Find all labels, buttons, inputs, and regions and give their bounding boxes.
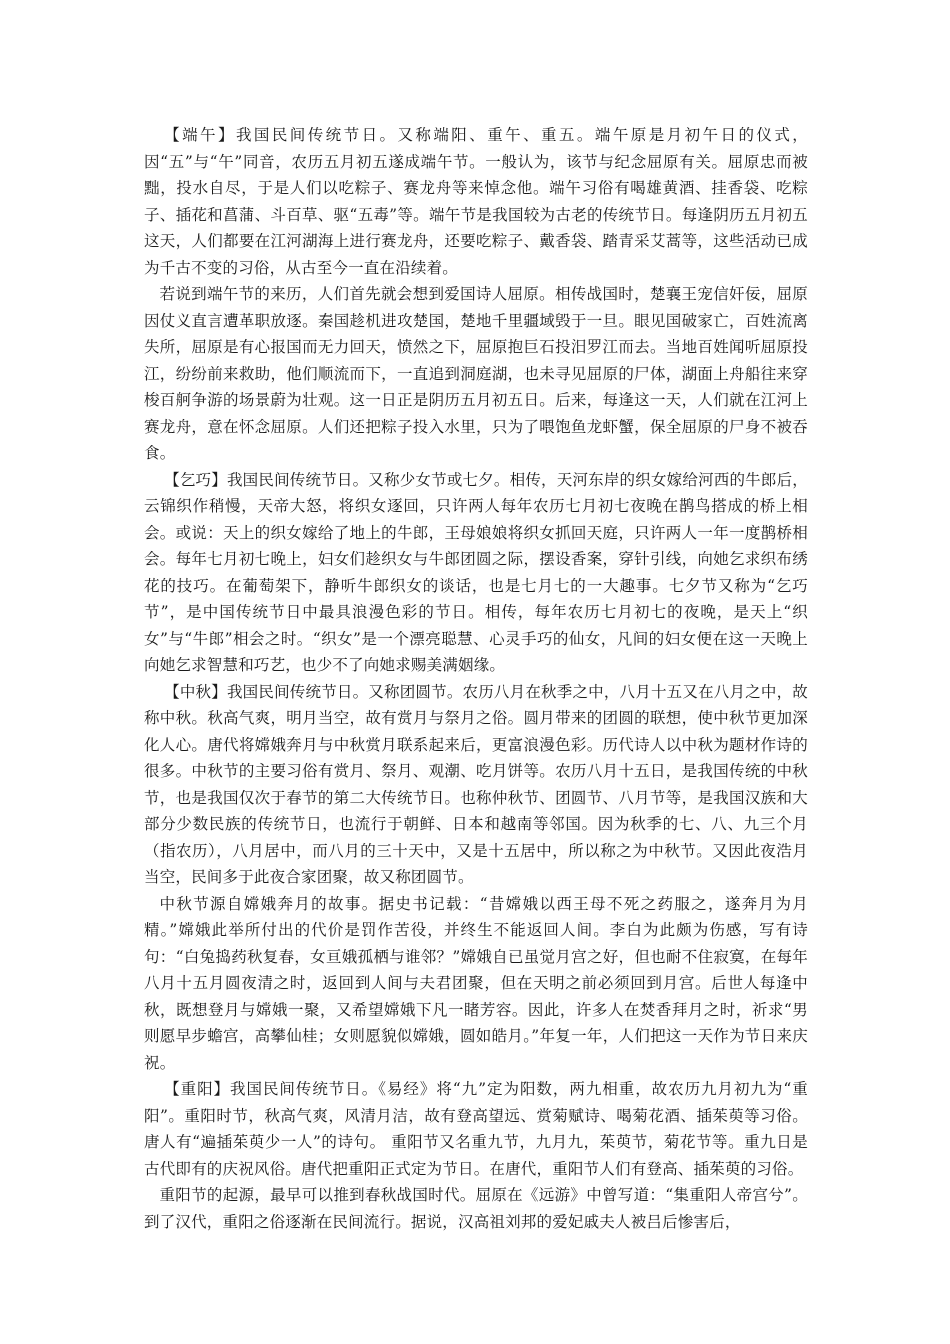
paragraph-qiqiao: [144, 467, 808, 679]
paragraph-text: 我国民间传统节日。又称端阳、重午、重五。端午原是月初午日的仪式，因“五”与“午”同音，农历五月初五遂成端午节。一般认为，该节与纪念屈原有关。屈原忠而被黜，投水自尽，于是人们以吃粽子、赛龙舟等来悼念他。端午习俗有喝雄黄酒、挂香袋、吃粽子、插花和菖蒲、斗百草、驱“五毒”等。端午节是我国较为古老的传统节日。每逢阴历五月初五这天，人们都要在江河湖海上进行赛龙舟，还要吃粽子、戴香袋、踏青采艾蒿等，这些活动已成为千古不变的习俗，从古至今一直在沿续着。: [144, 126, 808, 277]
paragraph-duanwu: [144, 122, 808, 281]
document-body: [144, 122, 808, 1235]
paragraph-text: 我国民间传统节日。《易经》将“九”定为阳数，两九相重，故农历九月初九为“重阳”。重阳时节，秋高气爽，风清月洁，故有登高望远、赏菊赋诗、喝菊花酒、插茱萸等习俗。唐人有“遍插茱萸少一人”的诗句。 重阳节又名重九节，九月九，茱萸节，菊花节等。重九日是古代即有的庆祝风俗。唐代把重阳正式定为节日。在唐代，重阳节人们有登高、插茱萸的习俗。: [144, 1080, 808, 1178]
paragraph-text: 重阳节的起源，最早可以推到春秋战国时代。屈原在《远游》中曾写道：“集重阳人帝宫兮”。到了汉代，重阳之俗逐渐在民间流行。据说，汉高祖刘邦的爱妃戚夫人被吕后惨害后，: [144, 1186, 808, 1231]
paragraph-chongyang: [144, 1076, 808, 1182]
term-chongyang: 【重阳】: [164, 1080, 231, 1098]
paragraph-text: 中秋节源自嫦娥奔月的故事。据史书记载：“昔嫦娥以西王母不死之药服之，遂奔月为月精。”嫦娥此举所付出的代价是罚作苦役，并终生不能返回人间。李白为此颇为伤感，写有诗句：“白兔捣药秋复春，女亘娥孤栖与谁邻？”嫦娥自已虽觉月宫之好，但也耐不住寂寞，在每年八月十五月圆夜清之时，返回到人间与夫君团聚，但在天明之前必须回到月宫。后世人每逢中秋，既想登月与嫦娥一聚，又希望嫦娥下凡一睹芳容。因此，许多人在焚香拜月之时，祈求“男则愿早步蟾宫，高攀仙桂；女则愿貌似嫦娥，圆如皓月。”年复一年，人们把这一天作为节日来庆祝。: [144, 894, 808, 1072]
term-duanwu: 【端午】: [164, 126, 236, 144]
paragraph-chongyang-origin: [144, 1182, 808, 1235]
paragraph-text: 我国民间传统节日。又称少女节或七夕。相传，天河东岸的织女嫁给河西的牛郎后，云锦织作稍慢，天帝大怒，将织女逐回，只许两人每年农历七月初七夜晚在鹊鸟搭成的桥上相会。或说：天上的织女嫁给了地上的牛郎，王母娘娘将织女抓回天庭，只许两人一年一度鹊桥相会。每年七月初七晚上，妇女们趁织女与牛郎团圆之际，摆设香案，穿针引线，向她乞求织布绣花的技巧。在葡萄架下，静听牛郎织女的谈话，也是七月七的一大趣事。七夕节又称为“乞巧节”，是中国传统节日中最具浪漫色彩的节日。相传，每年农历七月初七的夜晚，是天上“织女”与“牛郎”相会之时。“织女”是一个漂亮聪慧、心灵手巧的仙女，凡间的妇女便在这一天晚上向她乞求智慧和巧艺，也少不了向她求赐美满姻缘。: [144, 470, 808, 674]
paragraph-zhongqiu: [144, 679, 808, 891]
paragraph-duanwu-origin: [144, 281, 808, 467]
paragraph-text: 若说到端午节的来历，人们首先就会想到爱国诗人屈原。相传战国时，楚襄王宠信奸佞，屈原因仗义直言遭革职放逐。秦国趁机进攻楚国，楚地千里疆域毁于一旦。眼见国破家亡，百姓流离失所，屈原是有心报国而无力回天，愤然之下，屈原抱巨石投汨罗江而去。当地百姓闻听屈原投江，纷纷前来救助，他们顺流而下，一直追到洞庭湖，也未寻见屈原的尸体，湖面上舟船往来穿梭百舸争游的场景蔚为壮观。这一日正是阴历五月初五日。后来，每逢这一天，人们就在江河上赛龙舟，意在怀念屈原。人们还把粽子投入水里，只为了喂饱鱼龙虾蟹，保全屈原的尸身不被吞食。: [144, 285, 808, 462]
term-zhongqiu: 【中秋】: [164, 682, 227, 701]
paragraph-zhongqiu-origin: [144, 891, 808, 1077]
paragraph-text: 我国民间传统节日。又称团圆节。农历八月在秋季之中，八月十五又在八月之中，故称中秋。秋高气爽，明月当空，故有赏月与祭月之俗。圆月带来的团圆的联想，使中秋节更加深化人心。唐代将嫦娥奔月与中秋赏月联系起来后，更富浪漫色彩。历代诗人以中秋为题材作诗的很多。中秋节的主要习俗有赏月、祭月、观潮、吃月饼等。农历八月十五日，是我国传统的中秋节，也是我国仅次于春节的第二大传统节日。也称仲秋节、团圆节、八月节等，是我国汉族和大部分少数民族的传统节日，也流行于朝鲜、日本和越南等邻国。因为秋季的七、八、九三个月（指农历），八月居中，而八月的三十天中，又是十五居中，所以称之为中秋节。又因此夜浩月当空，民间多于此夜合家团聚，故又称团圆节。: [144, 682, 808, 886]
term-qiqiao: 【乞巧】: [164, 470, 227, 489]
